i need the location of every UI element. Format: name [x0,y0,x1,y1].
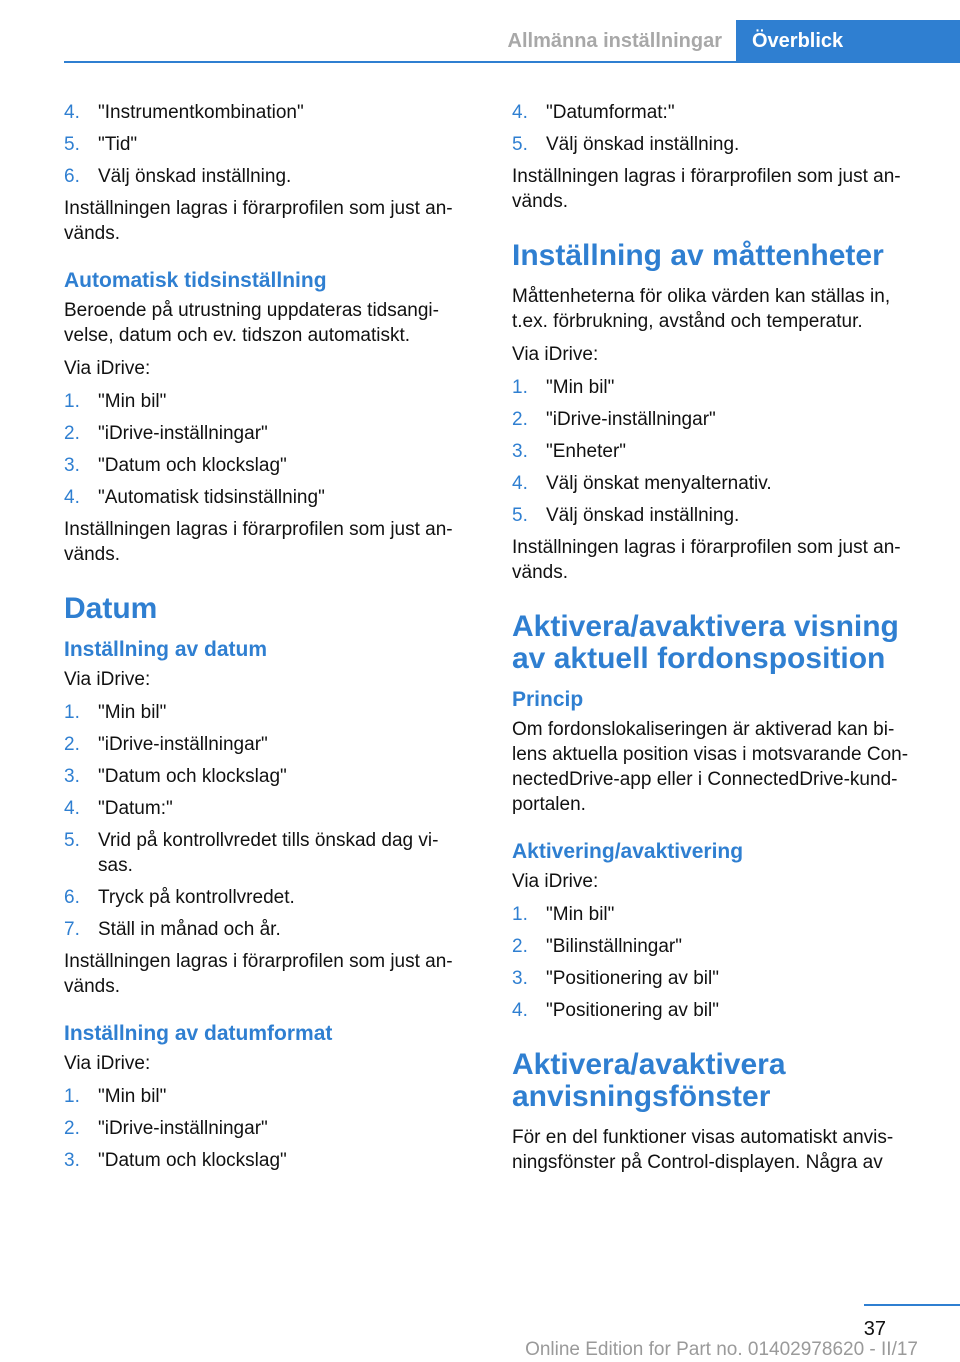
paragraph: Inställningen lagras i förarprofilen som just an‐vänds. [64,198,453,244]
list-item-text: "Min bil" [546,377,615,398]
list-item-text: Välj önskad inställning. [546,505,740,526]
page-header [0,0,960,62]
header-section-title: Allmänna inställningar [507,30,722,52]
list-item-number: 1. [64,1086,80,1107]
numbered-list [64,700,468,942]
list-item-number: 4. [64,798,80,819]
paragraph: Via iDrive: [64,1053,151,1074]
list-item-text: "Automatisk tidsinställning" [98,487,325,508]
list-item [64,700,468,725]
list-item-number: 3. [64,455,80,476]
paragraph: Inställningen lagras i förarprofilen som just an‐vänds. [64,951,453,997]
list-item-number: 2. [64,423,80,444]
numbered-list [512,375,926,528]
section-heading: Inställning av måttenheter [512,239,884,272]
list-item-text: "iDrive-inställningar" [98,734,268,755]
list-item [64,732,468,757]
list-item-number: 1. [512,904,528,925]
list-item [64,485,468,510]
paragraph: Via iDrive: [512,871,599,892]
list-item [512,902,926,927]
list-item [512,407,926,432]
footer-divider [864,1304,960,1306]
list-item-number: 2. [64,734,80,755]
list-item-number: 3. [64,766,80,787]
list-item-number: 5. [64,830,80,851]
list-item [64,132,468,157]
paragraph: Om fordonslokaliseringen är aktiverad kan bi‐lens aktuella position visas i motsvarande Con‐nectedDrive-app eller i ConnectedDrive-kund‐portalen. [512,719,909,815]
list-item-text: "Positionering av bil" [546,968,719,989]
list-item-number: 5. [512,505,528,526]
paragraph: Inställningen lagras i förarprofilen som just an‐vänds. [64,519,453,565]
list-item [64,1116,468,1141]
list-item-text: Tryck på kontrollvredet. [98,887,295,908]
list-item-number: 6. [64,887,80,908]
list-item [64,828,468,878]
list-item-text: "Min bil" [98,1086,167,1107]
list-item [512,998,926,1023]
section-heading: Aktivera/avaktivera visning av aktuell fordonsposition [512,610,899,675]
list-item-number: 1. [512,377,528,398]
list-item-text: Vrid på kontrollvredet tills önskad dag vi‐sas. [98,830,439,876]
list-item-text: "Datum och klockslag" [98,455,287,476]
paragraph: Via iDrive: [512,344,599,365]
list-item-number: 4. [512,102,528,123]
list-item [512,503,926,528]
list-item [512,132,926,157]
list-item [64,1148,468,1173]
numbered-list [64,100,468,189]
list-item-number: 3. [64,1150,80,1171]
list-item-number: 2. [512,409,528,430]
list-item-text: "Positionering av bil" [546,1000,719,1021]
list-item-text: "Min bil" [98,391,167,412]
subsection-heading: Inställning av datum [64,638,268,661]
left-column [64,100,468,1180]
list-item-text: "Min bil" [98,702,167,723]
list-item [64,885,468,910]
list-item [64,164,468,189]
paragraph: För en del funktioner visas automatiskt anvis‐ningsfönster på Control-displayen. Några av [512,1127,894,1173]
paragraph: Inställningen lagras i förarprofilen som just an‐vänds. [512,537,901,583]
paragraph: Via iDrive: [64,358,151,379]
list-item-number: 1. [64,702,80,723]
numbered-list [64,1084,468,1173]
list-item-number: 1. [64,391,80,412]
list-item [64,917,468,942]
list-item-number: 4. [64,487,80,508]
list-item [64,100,468,125]
list-item [512,966,926,991]
list-item-number: 5. [512,134,528,155]
list-item [64,796,468,821]
section-heading: Datum [64,592,158,625]
list-item [512,375,926,400]
list-item-text: "Instrumentkombination" [98,102,304,123]
list-item-text: "Datum och klockslag" [98,766,287,787]
list-item-text: "iDrive-inställningar" [546,409,716,430]
subsection-heading: Aktivering/avaktivering [512,840,744,863]
numbered-list [512,902,926,1023]
subsection-heading: Inställning av datumformat [64,1022,333,1045]
list-item-text: "Min bil" [546,904,615,925]
header-tab-overview: Överblick [736,20,960,62]
list-item-number: 4. [512,473,528,494]
page-number: 37 [863,1318,886,1340]
subsection-heading: Automatisk tidsinställning [64,269,327,292]
list-item-number: 3. [512,441,528,462]
list-item-number: 3. [512,968,528,989]
paragraph: Måttenheterna för olika värden kan ställas in, t.ex. förbrukning, avstånd och temperatur. [512,286,891,332]
list-item-text: "Bilinställningar" [546,936,682,957]
list-item-number: 7. [64,919,80,940]
list-item-number: 4. [64,102,80,123]
right-column [512,100,926,1183]
section-heading: Aktivera/avaktivera anvisningsfönster [512,1048,786,1113]
list-item-text: "Tid" [98,134,138,155]
list-item-text: "Enheter" [546,441,627,462]
header-divider [64,61,960,63]
edition-footer: Online Edition for Part no. 01402978620 - II/17 [525,1339,918,1360]
list-item-number: 6. [64,166,80,187]
list-item-text: "iDrive-inställningar" [98,1118,268,1139]
list-item [64,1084,468,1109]
list-item-text: "Datumformat:" [546,102,675,123]
list-item [64,764,468,789]
paragraph: Inställningen lagras i förarprofilen som just an‐vänds. [512,166,901,212]
list-item [512,934,926,959]
list-item-text: "Datum och klockslag" [98,1150,287,1171]
list-item [512,100,926,125]
list-item-text: "Datum:" [98,798,173,819]
list-item-number: 4. [512,1000,528,1021]
list-item-text: "iDrive-inställningar" [98,423,268,444]
list-item-text: Välj önskat menyalternativ. [546,473,772,494]
list-item-number: 5. [64,134,80,155]
subsection-heading: Princip [512,688,584,711]
list-item [64,453,468,478]
list-item-number: 2. [512,936,528,957]
list-item [512,439,926,464]
list-item [64,389,468,414]
paragraph: Beroende på utrustning uppdateras tidsangi‐velse, datum och ev. tidszon automatiskt. [64,300,439,346]
list-item [512,471,926,496]
paragraph: Via iDrive: [64,669,151,690]
numbered-list [512,100,926,157]
list-item-number: 2. [64,1118,80,1139]
list-item-text: Ställ in månad och år. [98,919,281,940]
list-item-text: Välj önskad inställning. [98,166,292,187]
list-item-text: Välj önskad inställning. [546,134,740,155]
list-item [64,421,468,446]
numbered-list [64,389,468,510]
